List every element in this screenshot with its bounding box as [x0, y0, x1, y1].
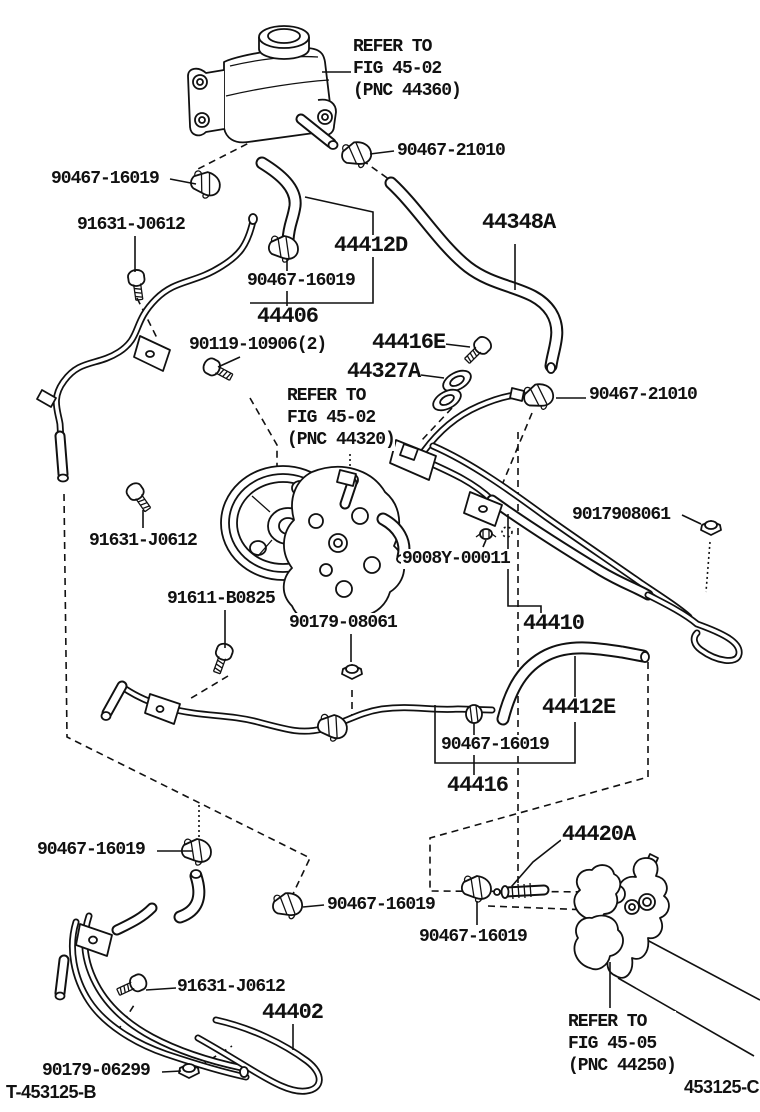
- bolt-91631-c-drawing: [115, 972, 149, 999]
- part-label-44406: 44406: [257, 304, 319, 329]
- union-bolt-44420A-drawing: [494, 883, 544, 899]
- note-refer-fig4502-reservoir: [353, 36, 461, 102]
- part-label-90179-08061: 90179-08061: [289, 613, 397, 633]
- part-label-44402: 44402: [262, 1000, 324, 1025]
- clamp-90467-16019-f-drawing: [462, 876, 491, 902]
- bolt-91631-a-drawing: [127, 269, 147, 301]
- part-label-90467-21010-top: 90467-21010: [397, 141, 505, 161]
- lower-tube-drawing: [102, 686, 493, 731]
- clip-44416-drawing: [466, 705, 482, 723]
- part-label-44327A: 44327A: [347, 359, 421, 384]
- part-label-90467-16019-a: 90467-16019: [51, 169, 159, 189]
- part-label-90467-16019-f: 90467-16019: [419, 927, 527, 947]
- part-label-90467-16019-e: 90467-16019: [327, 895, 435, 915]
- part-label-90467-21010-b: 90467-21010: [589, 385, 697, 405]
- note-line: FIG 45-02: [353, 59, 442, 79]
- union-44416E-drawing: [461, 334, 494, 367]
- clamp-90467-21010-top-drawing: [339, 139, 374, 172]
- part-label-90467-16019-b: 90467-16019: [247, 271, 355, 291]
- drawing-code-left: T-453125-B: [6, 1082, 97, 1102]
- bolt-90119-drawing: [201, 356, 235, 384]
- note-line: FIG 45-02: [287, 408, 376, 428]
- part-label-91611-B0825: 91611-B0825: [167, 589, 275, 609]
- note-line: REFER TO: [353, 37, 432, 57]
- part-label-9017908061: 9017908061: [572, 505, 671, 525]
- nut-9017908061-drawing: [701, 521, 721, 535]
- suction-hose-44412D-drawing: [262, 163, 295, 240]
- note-line: REFER TO: [287, 386, 366, 406]
- nut-90179-08061-drawing: [342, 665, 362, 679]
- bolt-91631-b-drawing: [124, 480, 154, 514]
- part-label-90467-16019-c: 90467-16019: [441, 735, 549, 755]
- clamp-90467-16019-e-drawing: [271, 890, 305, 922]
- part-label-44416E: 44416E: [372, 330, 446, 355]
- clamp-90467-16019-a-drawing: [189, 170, 221, 200]
- part-label-91631-J0612-c: 91631-J0612: [177, 977, 285, 997]
- note-refer-fig4505-gear: [568, 1011, 676, 1077]
- drawing-code-right: 453125-C: [684, 1077, 760, 1097]
- clamp-90467-21010-b-drawing: [521, 380, 557, 414]
- clamp-90467-16019-d-drawing: [182, 839, 211, 865]
- part-label-90467-16019-d: 90467-16019: [37, 840, 145, 860]
- part-label-44412D: 44412D: [334, 233, 408, 258]
- note-line: (PNC 44320): [287, 430, 395, 450]
- note-refer-fig4502-pump: [287, 385, 395, 451]
- part-label-90119-10906: 90119-10906(2): [189, 335, 327, 355]
- part-label-44416: 44416: [447, 773, 509, 798]
- note-line: REFER TO: [568, 1012, 647, 1032]
- part-label-9008Y-00011: 9008Y-00011: [402, 549, 510, 569]
- reservoir-drawing: [188, 26, 338, 149]
- part-label-91631-J0612-b: 91631-J0612: [89, 531, 197, 551]
- note-line: (PNC 44360): [353, 81, 461, 101]
- part-label-44420A: 44420A: [562, 822, 636, 847]
- note-line: (PNC 44250): [568, 1056, 676, 1076]
- part-label-90179-06299: 90179-06299: [42, 1061, 150, 1081]
- clamp-90467-16019-b-drawing: [269, 236, 298, 262]
- part-label-44412E: 44412E: [542, 695, 616, 720]
- part-label-44410: 44410: [523, 611, 585, 636]
- note-line: FIG 45-05: [568, 1034, 657, 1054]
- part-label-44348A: 44348A: [482, 210, 556, 235]
- part-label-91631-J0612-a: 91631-J0612: [77, 215, 185, 235]
- bolt-91611-drawing: [209, 642, 234, 676]
